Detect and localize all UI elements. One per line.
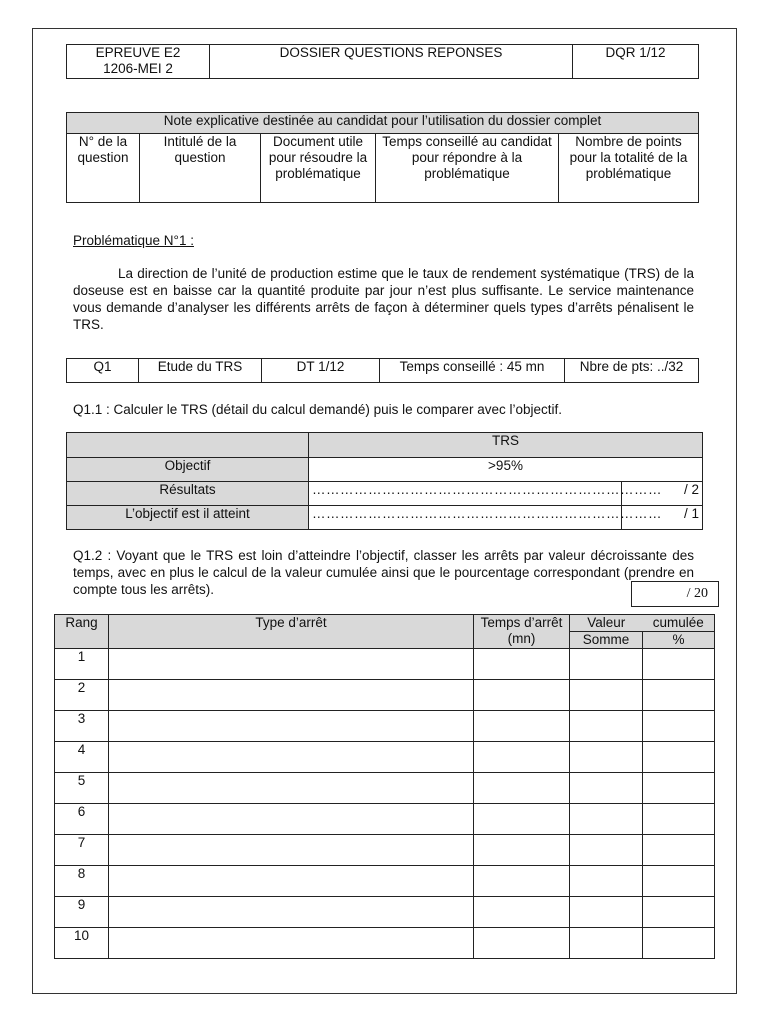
arrets-table xyxy=(54,614,715,959)
rang-cell: 7 xyxy=(55,835,109,866)
table-row xyxy=(55,866,715,897)
temps-cell[interactable] xyxy=(474,804,570,835)
table-row xyxy=(55,928,715,959)
pct-cell[interactable] xyxy=(643,680,715,711)
col-somme-header: Somme xyxy=(570,632,643,649)
trs-resultats-score: / 2 xyxy=(622,482,703,506)
type-cell[interactable] xyxy=(109,928,474,959)
rang-cell: 1 xyxy=(55,649,109,680)
rang-cell: 4 xyxy=(55,742,109,773)
somme-cell[interactable] xyxy=(570,804,643,835)
pct-cell[interactable] xyxy=(643,835,715,866)
somme-cell[interactable] xyxy=(570,680,643,711)
trs-header: TRS xyxy=(309,433,703,458)
document-title: DOSSIER QUESTIONS REPONSES xyxy=(210,45,573,79)
col-valeur-header: Valeur xyxy=(570,615,643,632)
rang-cell: 3 xyxy=(55,711,109,742)
trs-atteint-score: / 1 xyxy=(622,506,703,530)
col-type-header: Type d’arrêt xyxy=(109,615,474,649)
q1-document: DT 1/12 xyxy=(262,359,380,383)
somme-cell[interactable] xyxy=(570,897,643,928)
epreuve-cell xyxy=(67,45,210,79)
rang-cell: 10 xyxy=(55,928,109,959)
somme-cell[interactable] xyxy=(570,742,643,773)
type-cell[interactable] xyxy=(109,711,474,742)
page-number: DQR 1/12 xyxy=(573,45,699,79)
table-row xyxy=(55,804,715,835)
type-cell[interactable] xyxy=(109,897,474,928)
pct-cell[interactable] xyxy=(643,897,715,928)
q1-label: Etude du TRS xyxy=(139,359,262,383)
type-cell[interactable] xyxy=(109,742,474,773)
pct-cell[interactable] xyxy=(643,773,715,804)
type-cell[interactable] xyxy=(109,866,474,897)
temps-cell[interactable] xyxy=(474,835,570,866)
q1-time: Temps conseillé : 45 mn xyxy=(380,359,565,383)
table-row xyxy=(55,897,715,928)
note-col-points: Nombre de points pour la totalité de la problématique xyxy=(559,134,699,203)
table-row xyxy=(55,711,715,742)
pct-cell[interactable] xyxy=(643,742,715,773)
col-pct-header: % xyxy=(643,632,715,649)
type-cell[interactable] xyxy=(109,680,474,711)
col-cumulee-header: cumulée xyxy=(643,615,715,632)
temps-cell[interactable] xyxy=(474,649,570,680)
pct-cell[interactable] xyxy=(643,711,715,742)
table-row xyxy=(55,680,715,711)
col-temps-header: Temps d’arrêt (mn) xyxy=(474,615,570,649)
trs-atteint-label: L’objectif est il atteint xyxy=(67,506,309,530)
table-row xyxy=(55,773,715,804)
q1-number: Q1 xyxy=(67,359,139,383)
trs-header-empty xyxy=(67,433,309,458)
type-cell[interactable] xyxy=(109,773,474,804)
problematique-heading: Problématique N°1 : xyxy=(73,233,194,248)
q12-score-box: / 20 xyxy=(631,581,719,607)
epreuve-line1: EPREUVE E2 xyxy=(95,45,181,60)
rang-cell: 2 xyxy=(55,680,109,711)
col-rang-header: Rang xyxy=(55,615,109,649)
trs-table xyxy=(66,432,703,530)
type-cell[interactable] xyxy=(109,649,474,680)
temps-cell[interactable] xyxy=(474,897,570,928)
table-row xyxy=(55,835,715,866)
temps-cell[interactable] xyxy=(474,773,570,804)
note-title: Note explicative destinée au candidat pour l’utilisation du dossier complet xyxy=(67,113,699,134)
somme-cell[interactable] xyxy=(570,866,643,897)
trs-objectif-value: >95% xyxy=(309,458,703,482)
table-row xyxy=(55,742,715,773)
type-cell[interactable] xyxy=(109,835,474,866)
temps-cell[interactable] xyxy=(474,866,570,897)
q11-question: Q1.1 : Calculer le TRS (détail du calcul demandé) puis le comparer avec l’objectif. xyxy=(73,402,562,417)
rang-cell: 5 xyxy=(55,773,109,804)
problematique-text: La direction de l’unité de production estime que le taux de rendement systématique (TRS) de la doseuse est en baisse car la quantité produite par jour n’est plus suffisante. Le service maintenance vous demande d’analyser les différents arrêts de façon à déterminer quels types d’arrêts pénalisent le TRS. xyxy=(73,266,694,332)
temps-cell[interactable] xyxy=(474,928,570,959)
type-cell[interactable] xyxy=(109,804,474,835)
somme-cell[interactable] xyxy=(570,928,643,959)
epreuve-line2: 1206-MEI 2 xyxy=(103,61,173,76)
trs-resultats-label: Résultats xyxy=(67,482,309,506)
pct-cell[interactable] xyxy=(643,866,715,897)
pct-cell[interactable] xyxy=(643,649,715,680)
note-col-temps: Temps conseillé au candidat pour répondre à la problématique xyxy=(376,134,559,203)
rang-cell: 6 xyxy=(55,804,109,835)
temps-cell[interactable] xyxy=(474,711,570,742)
note-col-document: Document utile pour résoudre la problématique xyxy=(261,134,376,203)
rang-cell: 9 xyxy=(55,897,109,928)
pct-cell[interactable] xyxy=(643,928,715,959)
note-col-intitule: Intitulé de la question xyxy=(140,134,261,203)
header-table xyxy=(66,44,699,79)
table-row xyxy=(55,649,715,680)
trs-resultats-answer[interactable]: ………………………………………………………………… xyxy=(309,482,622,506)
note-col-num: N° de la question xyxy=(67,134,140,203)
trs-objectif-label: Objectif xyxy=(67,458,309,482)
somme-cell[interactable] xyxy=(570,835,643,866)
trs-atteint-answer[interactable]: ………………………………………………………………… xyxy=(309,506,622,530)
rang-cell: 8 xyxy=(55,866,109,897)
temps-cell[interactable] xyxy=(474,680,570,711)
note-table xyxy=(66,112,699,203)
somme-cell[interactable] xyxy=(570,773,643,804)
temps-cell[interactable] xyxy=(474,742,570,773)
pct-cell[interactable] xyxy=(643,804,715,835)
somme-cell[interactable] xyxy=(570,711,643,742)
q1-table xyxy=(66,358,699,383)
somme-cell[interactable] xyxy=(570,649,643,680)
q1-points: Nbre de pts: ../32 xyxy=(565,359,699,383)
q12-question: Q1.2 : Voyant que le TRS est loin d’atteindre l’objectif, classer les arrêts par valeur décroissante des temps, avec en plus le calcul de la valeur cumulée ainsi que le pourcentage correspondant (prendre en compte tous les arrêts). xyxy=(73,548,694,597)
